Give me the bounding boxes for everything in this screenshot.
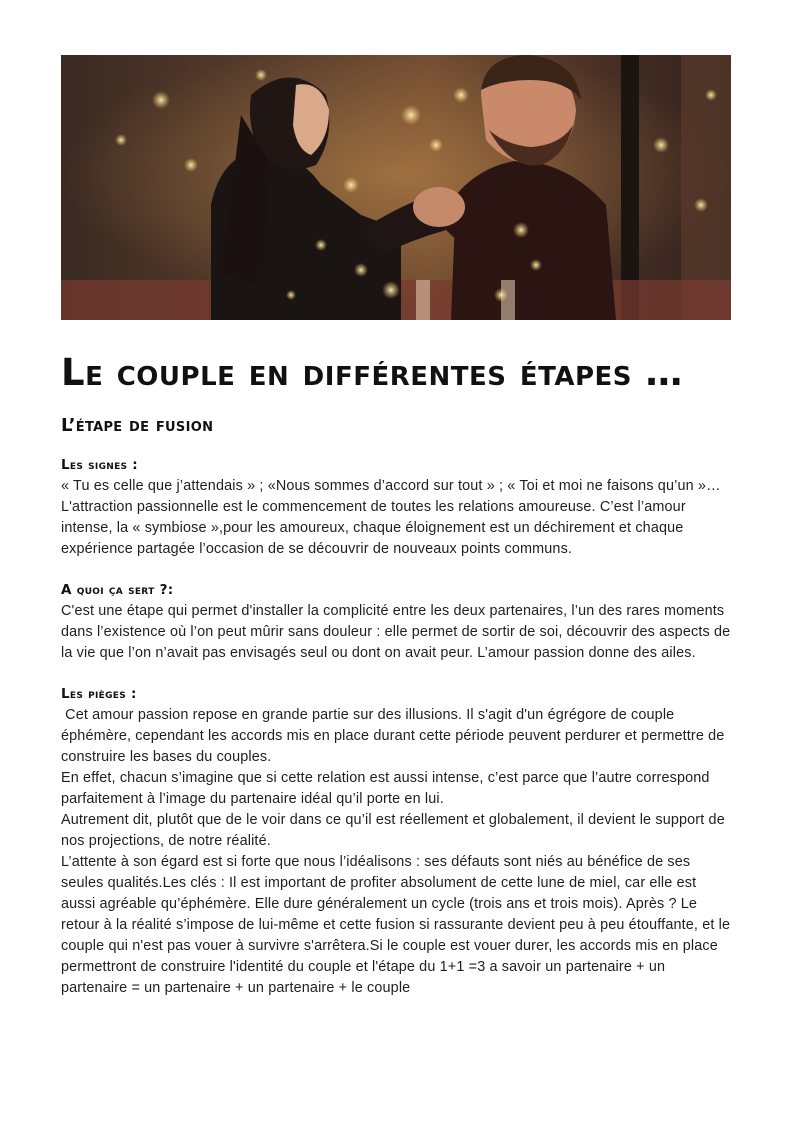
section-pieges — [61, 684, 731, 999]
document-page — [61, 55, 731, 999]
paragraph: L'attraction passionnelle est le commencement de toutes les relations amoureuse. C’est l’amour intense, la « symbiose »,pour les amoureux, chaque éloignement est un déchirement et chaque expérience partagée l’occasion de se découvrir de nouveaux points communs. — [61, 499, 686, 557]
paragraph: C'est une étape qui permet d'installer la complicité entre les deux partenaires, l’un des rares moments dans l’existence où l’on peut mûrir sans douleur : elle permet de sortir de soi, découvrir des aspects de la vie que l’on n’avait pas envisagés seul ou dont on avait peur. L’amour passion donne des ailes. — [61, 603, 731, 661]
paragraph: En effet, chacun s’imagine que si cette relation est aussi intense, c’est parce que l’autre correspond parfaitement à l’image du partenaire idéal qu’il porte en lui. — [61, 770, 710, 807]
section-a-quoi-ca-sert — [61, 580, 731, 664]
section-signes — [61, 455, 731, 560]
section-heading: Les pièges : — [61, 686, 137, 702]
couple-photo-illustration — [61, 55, 731, 320]
paragraph: « Tu es celle que j’attendais » ; «Nous sommes d’accord sur tout » ; « Toi et moi ne faisons qu’un »… — [61, 478, 721, 494]
couple-photo — [61, 55, 731, 320]
paragraph: Cet amour passion repose en grande partie sur des illusions. Il s'agit d'un égrégore de couple éphémère, cependant les accords mis en place durant cette période peuvent perdurer et permettre de construire les bases du couples. — [61, 707, 729, 765]
page-title: Le couple en différentes étapes … — [61, 351, 683, 394]
paragraph: Autrement dit, plutôt que de le voir dans ce qu’il est réellement et globalement, il devient le support de nos projections, de notre réalité. — [61, 812, 725, 849]
section-heading: A quoi ça sert ?: — [61, 582, 174, 598]
section-subtitle: L’étape de fusion — [61, 415, 214, 436]
paragraph: L’attente à son égard est si forte que nous l’idéalisons : ses défauts sont niés au bénéfice de ses seules qualités.Les clés : Il est important de profiter absolument de cette lune de miel, car elle est aussi agréable qu’éphémère. Elle dure généralement un cycle (trois ans et trois mois). Après ? Le retour à la réalité s’impose de lui-même et cette fusion si rassurante devient peu à peu étouffante, et le couple qui n'est pas vouer à survivre s'arrêtera.Si le couple est vouer durer, les accords mis en place permettront de construire l'identité du couple et l'étape du 1+1 =3 a savoir un partenaire + un partenaire = un partenaire + un partenaire + le couple — [61, 854, 731, 996]
section-heading: Les signes : — [61, 457, 139, 473]
